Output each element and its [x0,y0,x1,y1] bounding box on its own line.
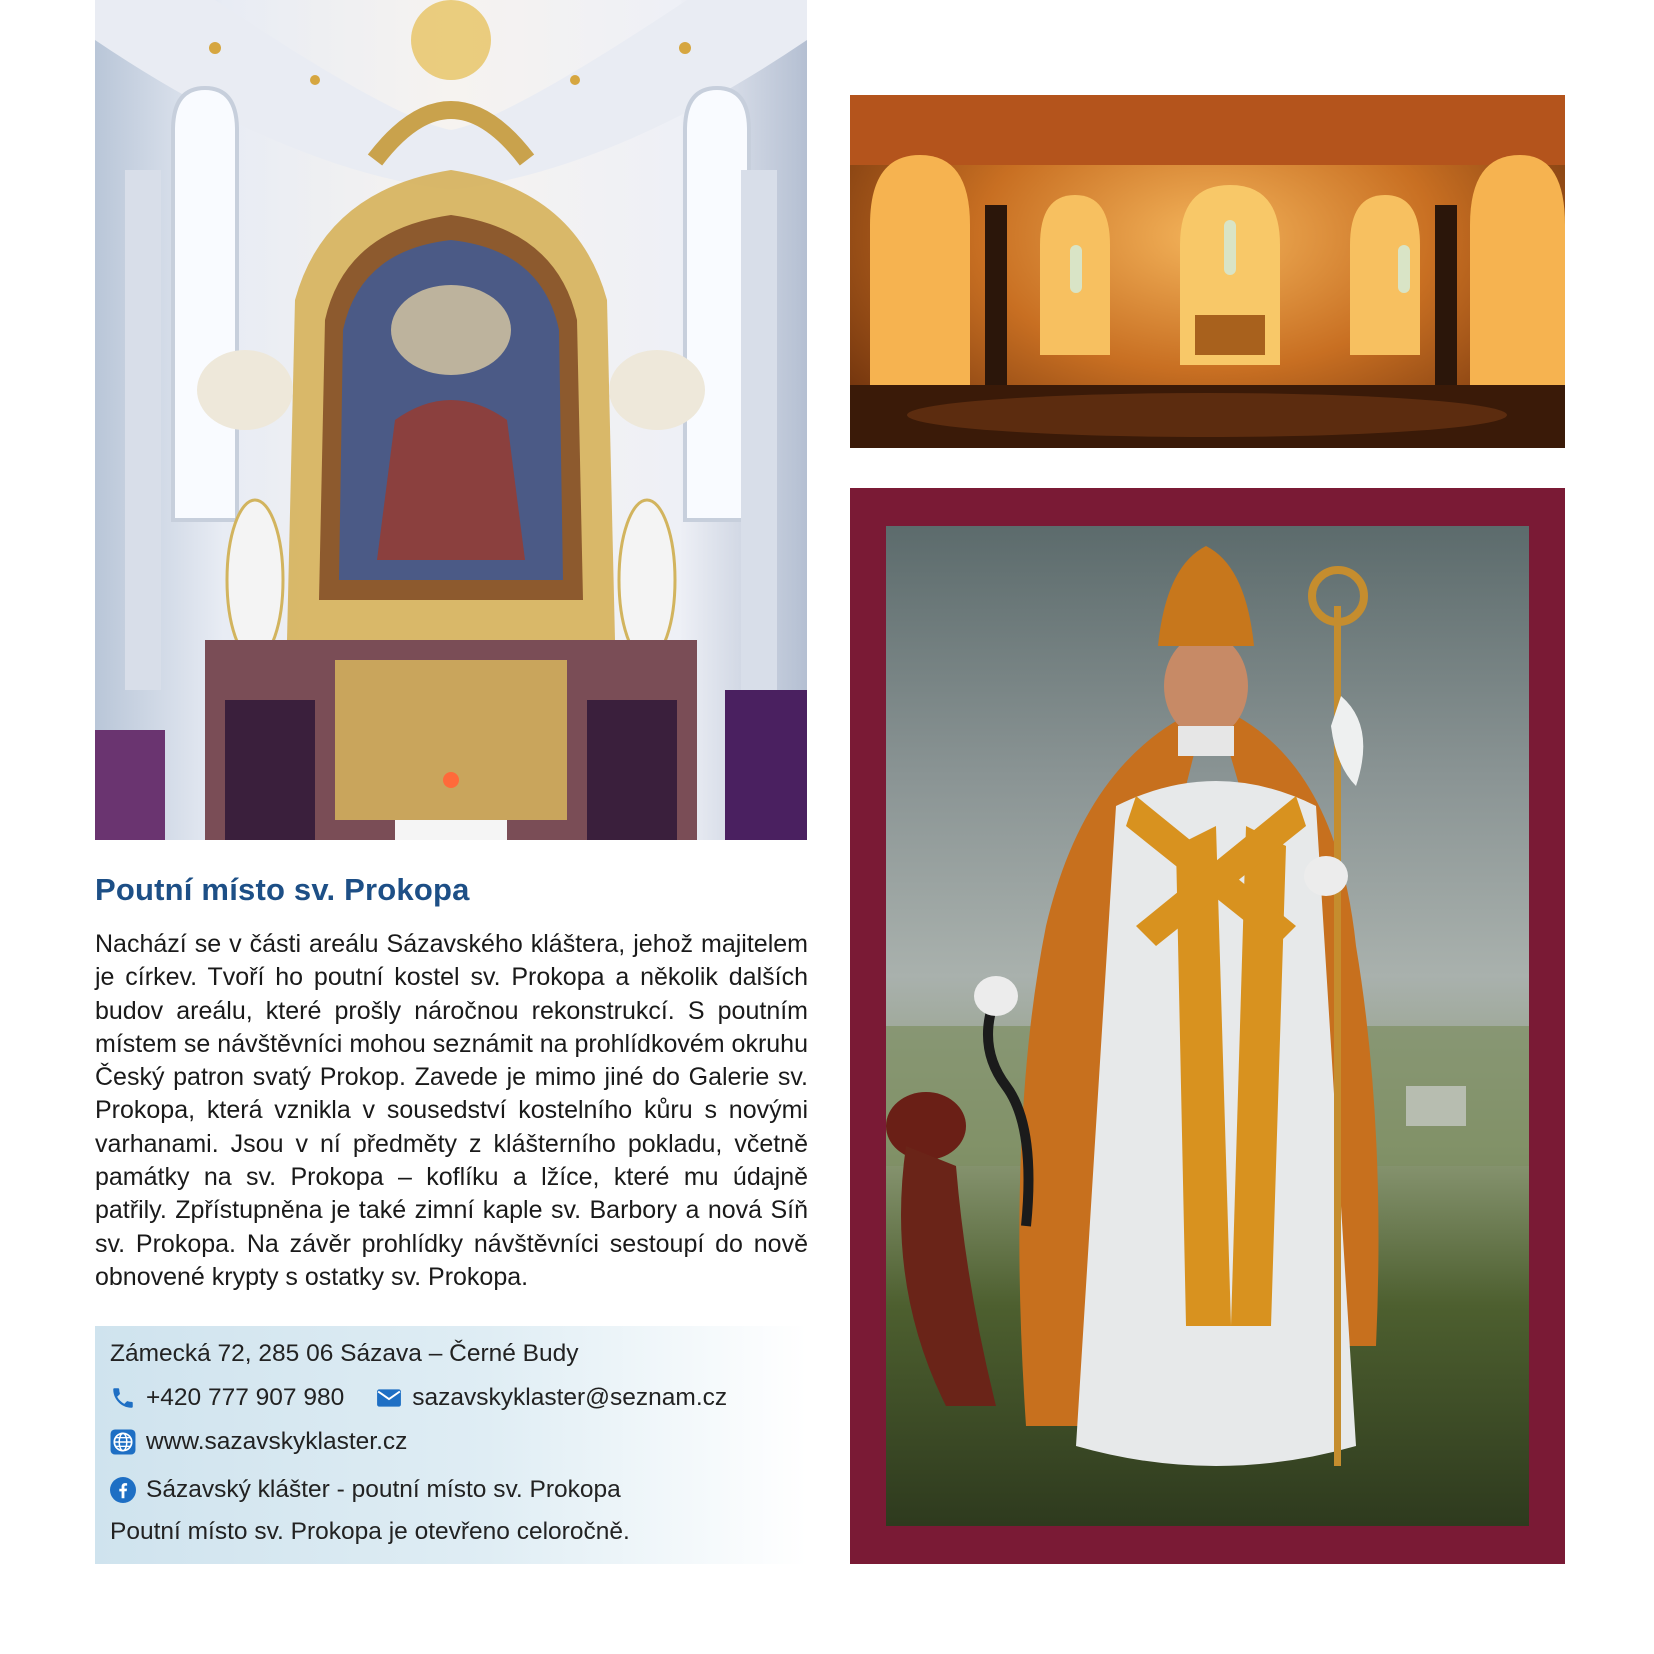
page-title: Poutní místo sv. Prokopa [95,872,470,907]
st-procopius-painting [850,488,1565,1564]
facebook-row [110,1476,621,1504]
phone-email-row [110,1384,727,1412]
envelope-icon [376,1385,402,1411]
opening-hours-text: Poutní místo sv. Prokopa je otevřeno celoročně. [110,1518,630,1545]
phone-link[interactable]: +420 777 907 980 [146,1384,345,1411]
phone-icon [110,1385,136,1411]
crypt-photo [850,95,1565,448]
painting-canvas [886,526,1529,1526]
website-row [110,1428,407,1456]
facebook-link[interactable]: Sázavský klášter - poutní místo sv. Prokopa [146,1476,621,1503]
address-text: Zámecká 72, 285 06 Sázava – Černé Budy [110,1340,579,1367]
description-paragraph: Nachází se v části areálu Sázavského kláštera, jehož majitelem je církev. Tvoří ho poutní kostel sv. Prokopa a několik dalších budov areálu, které prošly náročnou rekonstrukcí. S poutním místem se návštěvníci mohou seznámit na prohlídkovém okruhu Český patron svatý Prokop. Zavede je mimo jiné do Galerie sv. Prokopa, která vznikla v sousedství kostelního kůru s novými varhanami. Jsou v ní předměty z klášterního pokladu, včetně památky na sv. Prokopa – koflíku a lžíce, které mu údajně patřily. Zpřístupněna je také zimní kaple sv. Barbory a nová Síň sv. Prokopa. Na závěr prohlídky návštěvníci sestoupí do nově obnovené krypty s ostatky sv. Prokopa. [95,930,808,1291]
altar-photo [95,0,807,840]
website-link[interactable]: www.sazavskyklaster.cz [146,1428,408,1455]
globe-icon [110,1429,136,1455]
facebook-icon [110,1477,136,1503]
contact-info-box [95,1326,807,1564]
email-link[interactable]: sazavskyklaster@seznam.cz [412,1384,728,1411]
